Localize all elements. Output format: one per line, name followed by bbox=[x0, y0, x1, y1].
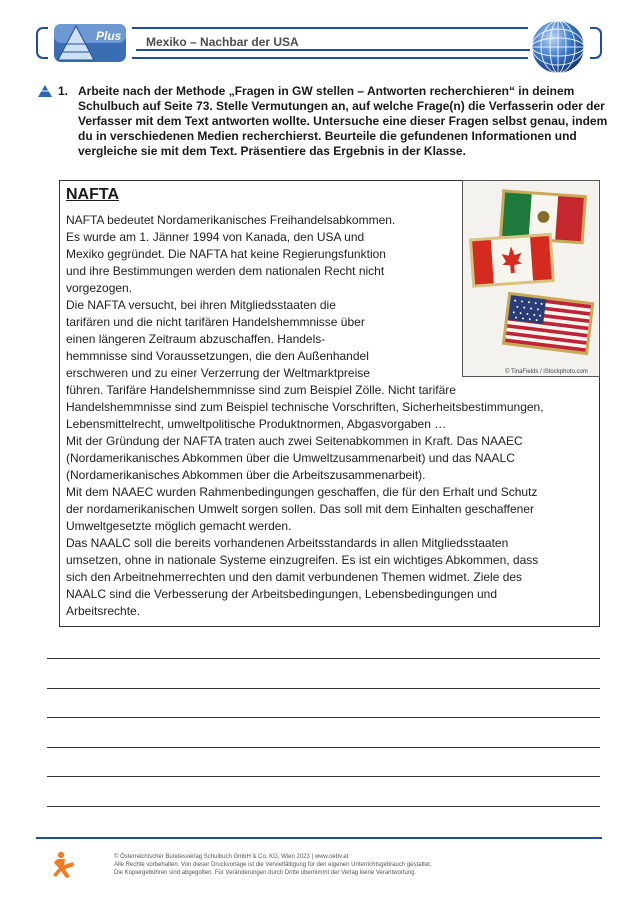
writing-line[interactable] bbox=[47, 658, 600, 659]
article-line: Das NAALC soll die bereits vorhandenen Arbeitsstandards in allen Mitgliedsstaaten bbox=[66, 536, 509, 550]
article-line: erschweren und zu einer Verzerrung der Weltmarktpreise bbox=[66, 366, 370, 380]
header-underline bbox=[136, 49, 530, 51]
article-title: NAFTA bbox=[66, 186, 120, 203]
globe-icon bbox=[530, 19, 586, 75]
article-line: vorgezogen. bbox=[66, 281, 133, 295]
task-number: 1. bbox=[58, 84, 69, 98]
article-line: sich den Arbeitnehmerrechten und den damit verbundenen Themen widmet. Ziele des bbox=[66, 570, 523, 584]
article-line: Mit der Gründung der NAFTA traten auch zwei Seitenabkommen in Kraft. Das NAAEC bbox=[66, 434, 523, 448]
photo-credit: © TinaFields / iStockphoto.com bbox=[505, 369, 588, 375]
article-line: NAALC sind die Verbesserung der Arbeitsbedingungen, Lebensbedingungen und bbox=[66, 587, 497, 601]
publisher-logo-icon bbox=[52, 851, 76, 879]
footer-line: Die Kopiergebühren sind abgegolten. Für Veränderungen durch Dritte übernimmt der Verlag keine Verantwortung. bbox=[114, 870, 417, 876]
article-line: Mexiko gegründet. Die NAFTA hat keine Regierungsfunktion bbox=[66, 247, 386, 261]
writing-line[interactable] bbox=[47, 776, 600, 777]
article-line: Lebensmittelrecht, umweltpolitische Produktnormen, Abgasvorgaben … bbox=[66, 417, 447, 431]
article-line: Mit dem NAAEC wurden Rahmenbedingungen geschaffen, die für den Erhalt und Schutz bbox=[66, 485, 538, 499]
article-line: hemmnisse sind Voraussetzungen, die den Außenhandel bbox=[66, 349, 369, 363]
article-line: Arbeitsrechte. bbox=[66, 604, 141, 618]
plus-badge-label: Plus bbox=[96, 29, 122, 43]
footer-rule bbox=[36, 837, 602, 839]
article-line: der nordamerikanischen Umwelt sorgen sollen. Das soll mit dem Einhalten geschaffener bbox=[66, 502, 535, 516]
article-line: (Nordamerikanisches Abkommen über die Arbeitszusammenarbeit). bbox=[66, 468, 426, 482]
footer-line: © Österreichischer Bundesverlag Schulbuch GmbH & Co. KG, Wien 2023 | www.oebv.at bbox=[114, 854, 349, 860]
article-line: Es wurde am 1. Jänner 1994 von Kanada, den USA und bbox=[66, 230, 365, 244]
article-line: tarifären und die nicht tarifären Handelshemmnisse über bbox=[66, 315, 365, 329]
writing-line[interactable] bbox=[47, 747, 600, 748]
article-line: (Nordamerikanisches Abkommen über die Umweltzusammenarbeit) und das NAALC bbox=[66, 451, 515, 465]
footer-line: Alle Rechte vorbehalten. Von dieser Druckvorlage ist die Vervielfältigung für den eigenen Unterrichtsgebrauch gestattet. bbox=[114, 862, 432, 868]
footer-copyright bbox=[114, 853, 432, 877]
article-line: einen längeren Zeitraum abzuschaffen. Handels- bbox=[66, 332, 326, 346]
article-line: NAFTA bedeutet Nordamerikanisches Freihandelsabkommen. bbox=[66, 213, 396, 227]
task-instructions: Arbeite nach der Methode „Fragen in GW stellen – Antworten recherchieren“ in deinem Schulbuch auf Seite 73. Stelle Vermutungen an, auf welche Frage(n) die Verfasserin oder der Verfasser mit dem Text antworten wollte. Untersuche eine dieser Fragen selbst genau, indem du in verschiedenen Medien recherchierst. Beurteile die gefundenen Informationen und vergleiche sie mit dem Text. Präsentiere das Ergebnis in der Klasse. bbox=[78, 84, 608, 158]
article-line: Umweltgesetzte möglich gemacht werden. bbox=[66, 519, 292, 533]
flags-photo bbox=[462, 180, 600, 377]
article-line: Die NAFTA versucht, bei ihren Mitgliedsstaaten die bbox=[66, 298, 336, 312]
article-line: umsetzen, ohne in nationale Systeme einzugreifen. Es ist ein wichtiges Abkommen, dass bbox=[66, 553, 539, 567]
writing-line[interactable] bbox=[47, 806, 600, 807]
article-line: und ihre Bestimmungen werden dem nationalen Recht nicht bbox=[66, 264, 385, 278]
article-line: führen. Tarifäre Handelshemmnisse sind zum Beispiel Zölle. Nicht tarifäre bbox=[66, 383, 456, 397]
writing-line[interactable] bbox=[47, 688, 600, 689]
page-title: Mexiko – Nachbar der USA bbox=[146, 35, 299, 49]
writing-line[interactable] bbox=[47, 717, 600, 718]
triangle-level-icon bbox=[38, 85, 52, 97]
article-line: Handelshemmnisse sind zum Beispiel technische Vorschriften, Sicherheitsbestimmungen, bbox=[66, 400, 544, 414]
